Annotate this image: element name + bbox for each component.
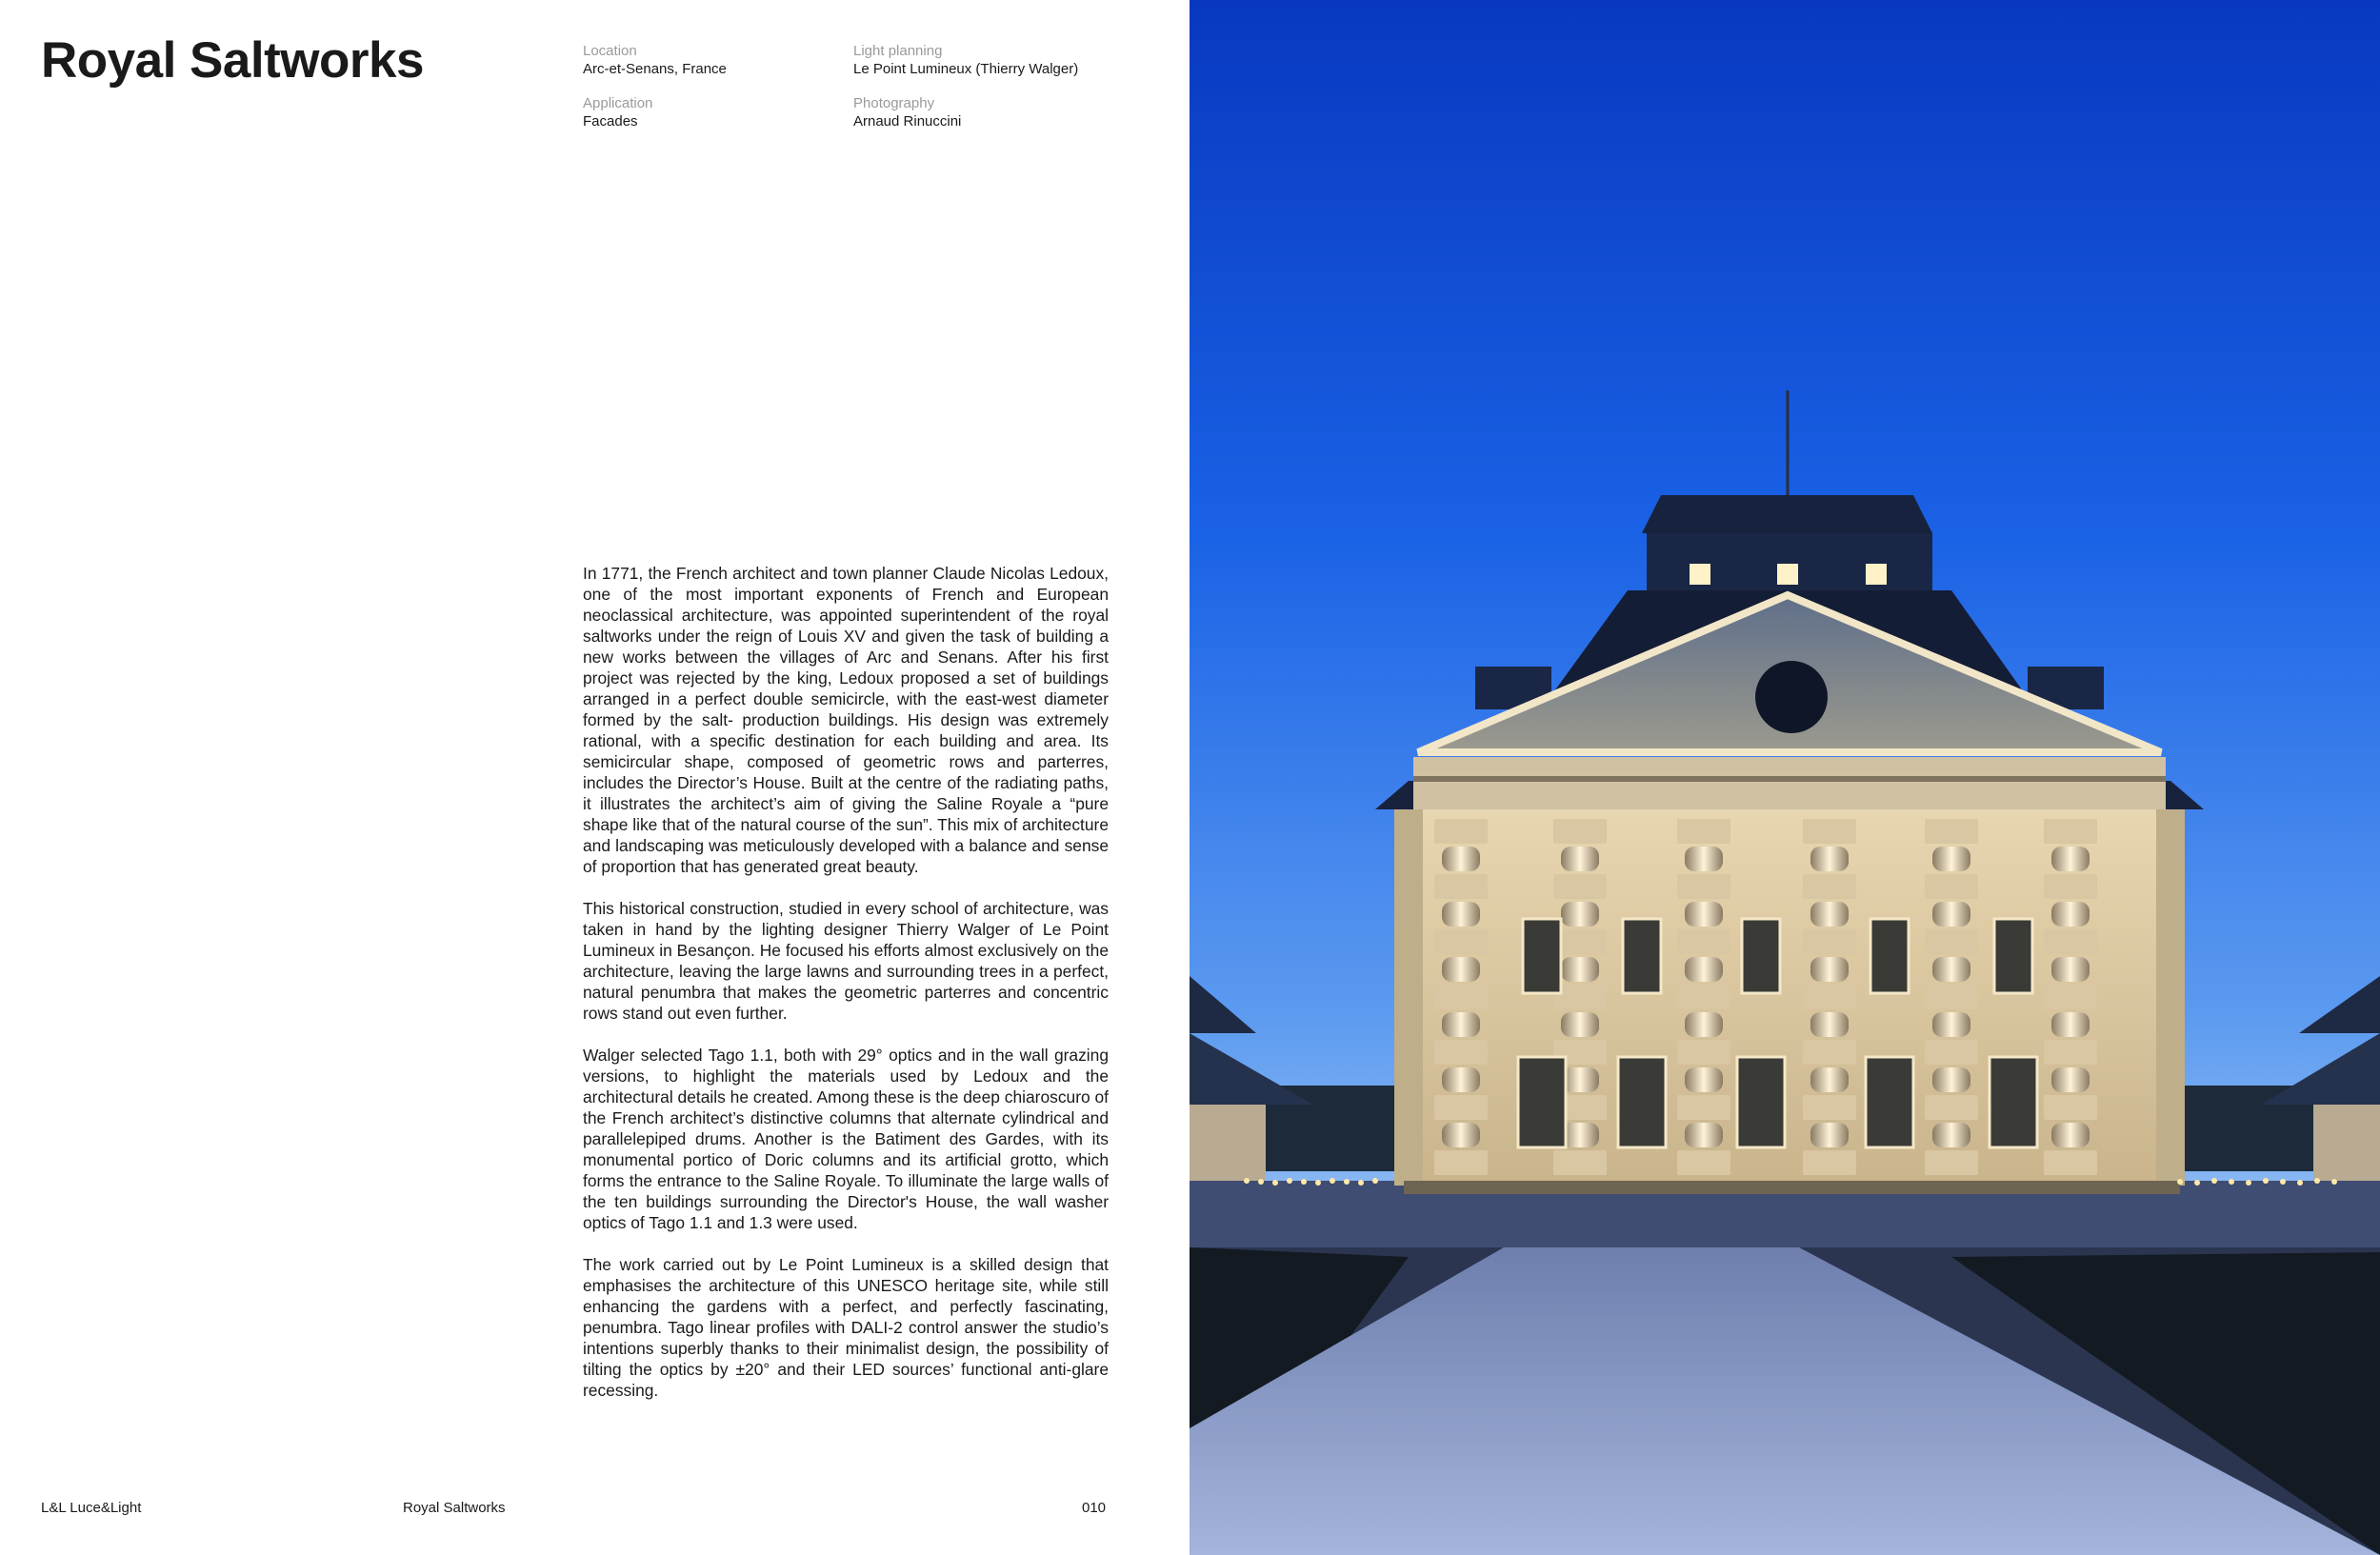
ground-light (2211, 1178, 2217, 1184)
meta-application-value: Facades (583, 113, 638, 130)
ground-light (1244, 1178, 1250, 1184)
ground-light (1258, 1179, 1264, 1185)
page-title: Royal Saltworks (41, 32, 424, 89)
meta-light-planning (853, 42, 1078, 78)
window (1742, 919, 1780, 993)
ground-light (2280, 1179, 2286, 1185)
ground-light (1372, 1178, 1378, 1184)
window (1523, 919, 1561, 993)
window (1994, 919, 2032, 993)
ground-light (2297, 1180, 2303, 1186)
window (1990, 1057, 2037, 1147)
ground-light (1301, 1179, 1307, 1185)
ground-light (1330, 1178, 1335, 1184)
body-paragraph: Walger selected Tago 1.1, both with 29° optics and in the wall grazing versions, to highlight the materials used by Ledoux and the architectural details he created. Among these is the deep chiaroscuro of the French architect’s distinctive columns that alternate cylindrical and parallelepiped drums. Another is the Batiment des Gardes, with its monumental portico of Doric columns and its artificial grotto, which forms the entrance to the Saline Royale. To illuminate the large walls of the ten buildings surrounding the Director's House, the wall washer optics of Tago 1.1 and 1.3 were used. (583, 1046, 1109, 1232)
directors-house-photo (1190, 0, 2380, 1555)
window (1737, 1057, 1785, 1147)
meta-location (583, 42, 727, 78)
ground-light (2194, 1180, 2200, 1186)
meta-application-label: Application (583, 95, 653, 111)
meta-photography (853, 94, 961, 130)
article-body (583, 563, 1109, 1422)
body-paragraph: This historical construction, studied in every school of architecture, was taken in hand by the lighting designer Thierry Walger of Le Point Lumineux in Besançon. He focused his efforts almost exclusively on the architecture, leaving the large lawns and surrounding trees in a perfect, natural penumbra that makes the geometric parterres and concentric rows stand out even further. (583, 899, 1109, 1023)
ground-light (2331, 1179, 2337, 1185)
meta-location-value: Arc-et-Senans, France (583, 61, 727, 77)
ground-light (1287, 1178, 1292, 1184)
meta-photography-value: Arnaud Rinuccini (853, 113, 962, 130)
body-paragraph: In 1771, the French architect and town planner Claude Nicolas Ledoux, one of the most important exponents of French and European neoclassical architecture, was appointed superintendent of the royal saltworks under the reign of Louis XV and given the task of building a new works between the villages of Arc and Senans. After his first project was rejected by the king, Ledoux proposed a set of buildings arranged in a perfect double semicircle, with the east-west diameter formed by the salt- production buildings. His design was extremely rational, with a specific destination for each building and area. Its semicircular shape, composed of geometric rows and parterres, includes the Director’s House. Built at the centre of the radiating paths, it illustrates the architect’s aim of giving the Saline Royale a “pure shape like that of the natural course of the sun”. This mix of architecture and landscaping was meticulously developed with a balance and sense of proportion that has generated great beauty. (583, 564, 1109, 876)
ground-light (2314, 1178, 2320, 1184)
window (1618, 1057, 1666, 1147)
footer-section: Royal Saltworks (403, 1500, 506, 1516)
meta-location-label: Location (583, 43, 637, 59)
meta-photography-label: Photography (853, 95, 935, 111)
facade-base (1404, 1181, 2180, 1194)
window (1518, 1057, 1566, 1147)
ground-light (1315, 1180, 1321, 1186)
ground-light (1358, 1180, 1364, 1186)
ground-light (1272, 1180, 1278, 1186)
ground-light (2229, 1179, 2234, 1185)
body-paragraph: The work carried out by Le Point Lumineux is a skilled design that emphasises the architecture of this UNESCO heritage site, while still enhancing the gardens with a perfect, and perfectly fascinating, penumbra. Tago linear profiles with DALI-2 control answer the studio’s intentions superbly thanks to their minimalist design, the possibility of tilting the optics by ±20° and their LED sources’ functional anti-glare recessing. (583, 1255, 1109, 1400)
meta-application (583, 94, 652, 130)
ground-light (1344, 1179, 1350, 1185)
window (1870, 919, 1909, 993)
window (1866, 1057, 1913, 1147)
ground-light (2263, 1178, 2269, 1184)
meta-light-planning-label: Light planning (853, 43, 943, 59)
window (1623, 919, 1661, 993)
meta-light-planning-value: Le Point Lumineux (Thierry Walger) (853, 61, 1079, 77)
ground-light (2177, 1179, 2183, 1185)
footer-brand: L&L Luce&Light (41, 1500, 142, 1516)
ground-light (2246, 1180, 2251, 1186)
footer-page-number: 010 (1082, 1500, 1107, 1516)
